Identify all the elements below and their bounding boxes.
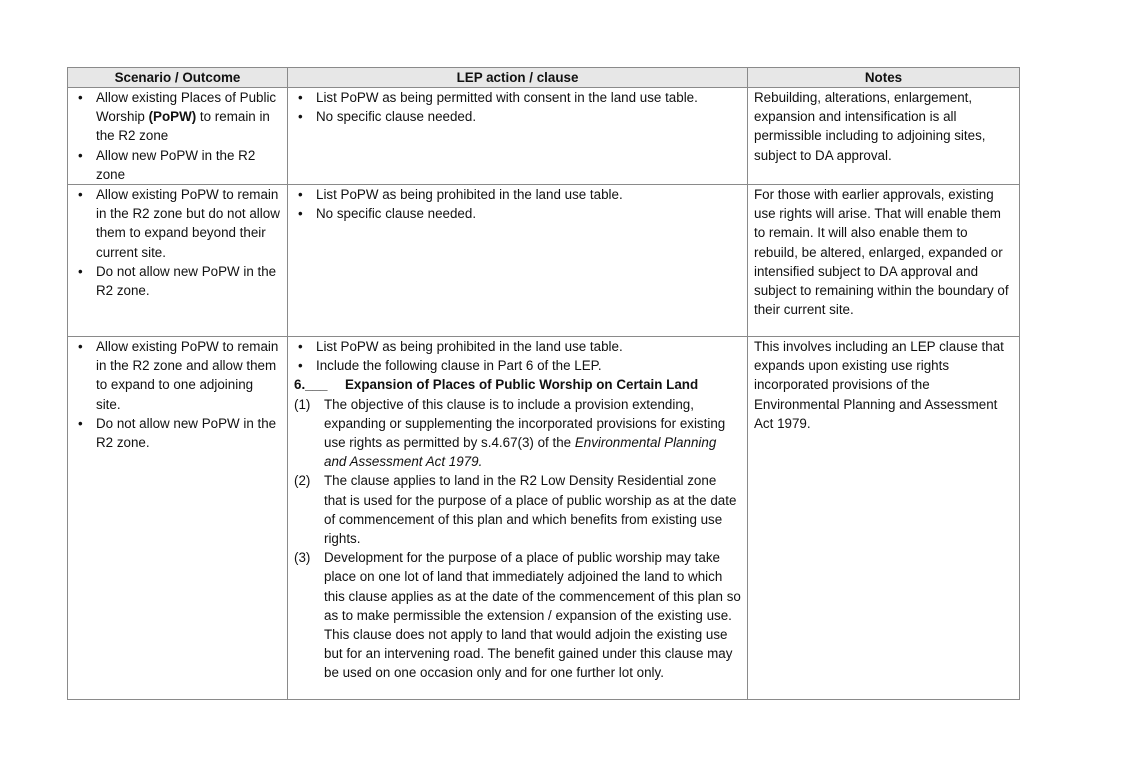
scenario-cell bbox=[68, 88, 288, 185]
action-cell bbox=[288, 185, 748, 337]
clause-heading bbox=[294, 375, 741, 394]
scenario-item bbox=[74, 146, 281, 184]
clause-item bbox=[294, 548, 741, 682]
scenario-item bbox=[74, 88, 281, 146]
action-item: • Include the following clause in Part 6 of the LEP. bbox=[294, 356, 741, 375]
clause-item-text: Development for the purpose of a place of public worship may take place on one lot of land that immediately adjoined the land to which this clause applies as at the date of the commencement of this plan so as to make permissible the extension / expansion of the existing use. This clause does not apply to land that would adjoin the existing use but for an intervening road. The benefit gained under this clause may be used on one occasion only and for one further lot only. bbox=[324, 550, 741, 681]
scenario-text: Allow existing Places of Public Worship bbox=[96, 90, 277, 125]
scenario-item: • Allow existing PoPW to remain in the R2 zone and allow them to expand to one adjoining site. bbox=[74, 337, 281, 414]
header-notes: Notes bbox=[748, 68, 1020, 88]
action-item: • List PoPW as being permitted with consent in the land use table. bbox=[294, 88, 741, 107]
clause-item bbox=[294, 395, 741, 472]
scenario-bold-text: (PoPW) bbox=[148, 109, 197, 125]
clause-item-italic: Environmental Planning and Assessment Act 1979. bbox=[324, 435, 717, 470]
clause-title: Expansion of Places of Public Worship on Certain Land bbox=[345, 377, 699, 393]
lep-options-table bbox=[67, 67, 1020, 700]
action-item: • No specific clause needed. bbox=[294, 107, 741, 126]
action-item: • List PoPW as being prohibited in the land use table. bbox=[294, 337, 741, 356]
clause-item-plain: The objective of this clause is to include a provision extending, expanding or supplementing the incorporated provisions for existing use rights as permitted by s.4.67(3) of the bbox=[324, 396, 726, 451]
scenario-list bbox=[74, 88, 281, 184]
action-cell bbox=[288, 88, 748, 185]
clause-item-text: The clause applies to land in the R2 Low Density Residential zone that is used for the purpose of a place of public worship as at the date of commencement of this plan and which benefits from existing use rights. bbox=[324, 473, 737, 547]
clause-item-text bbox=[324, 395, 741, 472]
table-row bbox=[68, 185, 1020, 337]
table-row bbox=[68, 337, 1020, 700]
scenario-text: to remain in the R2 zone bbox=[96, 109, 270, 144]
header-lep-action: LEP action / clause bbox=[288, 68, 748, 88]
scenario-item: • Do not allow new PoPW in the R2 zone. bbox=[74, 414, 281, 452]
scenario-list bbox=[74, 185, 281, 300]
action-cell bbox=[288, 337, 748, 700]
table-header-row bbox=[68, 68, 1020, 88]
scenario-item: • Allow existing PoPW to remain in the R2 zone but do not allow them to expand beyond their current site. bbox=[74, 185, 281, 262]
action-item: • List PoPW as being prohibited in the land use table. bbox=[294, 185, 741, 204]
notes-cell: This involves including an LEP clause that expands upon existing use rights incorporated provisions of the Environmental Planning and Assessment Act 1979. bbox=[748, 337, 1020, 700]
action-list bbox=[294, 185, 741, 223]
scenario-cell bbox=[68, 337, 288, 700]
table-row bbox=[68, 88, 1020, 185]
scenario-item: • Do not allow new PoPW in the R2 zone. bbox=[74, 262, 281, 300]
scenario-cell bbox=[68, 185, 288, 337]
clause-items bbox=[294, 395, 741, 683]
header-scenario: Scenario / Outcome bbox=[68, 68, 288, 88]
clause-number: 6.___ bbox=[294, 377, 328, 393]
action-list bbox=[294, 88, 741, 126]
clause-item-number: (2) bbox=[294, 473, 311, 489]
scenario-text: Allow new PoPW in the R2 zone bbox=[96, 147, 256, 182]
clause-item-number: (3) bbox=[294, 550, 311, 566]
scenario-list bbox=[74, 337, 281, 452]
notes-cell: Rebuilding, alterations, enlargement, expansion and intensification is all permissible including to adjoining sites, subject to DA approval. bbox=[748, 88, 1020, 185]
action-item: • No specific clause needed. bbox=[294, 204, 741, 223]
action-list bbox=[294, 337, 741, 375]
clause-item-number: (1) bbox=[294, 396, 311, 412]
notes-cell: For those with earlier approvals, existing use rights will arise. That will enable them to remain. It will also enable them to rebuild, be altered, enlarged, expanded or intensified subject to DA approval and subject to remaining within the boundary of their current site. bbox=[748, 185, 1020, 337]
clause-item bbox=[294, 471, 741, 548]
